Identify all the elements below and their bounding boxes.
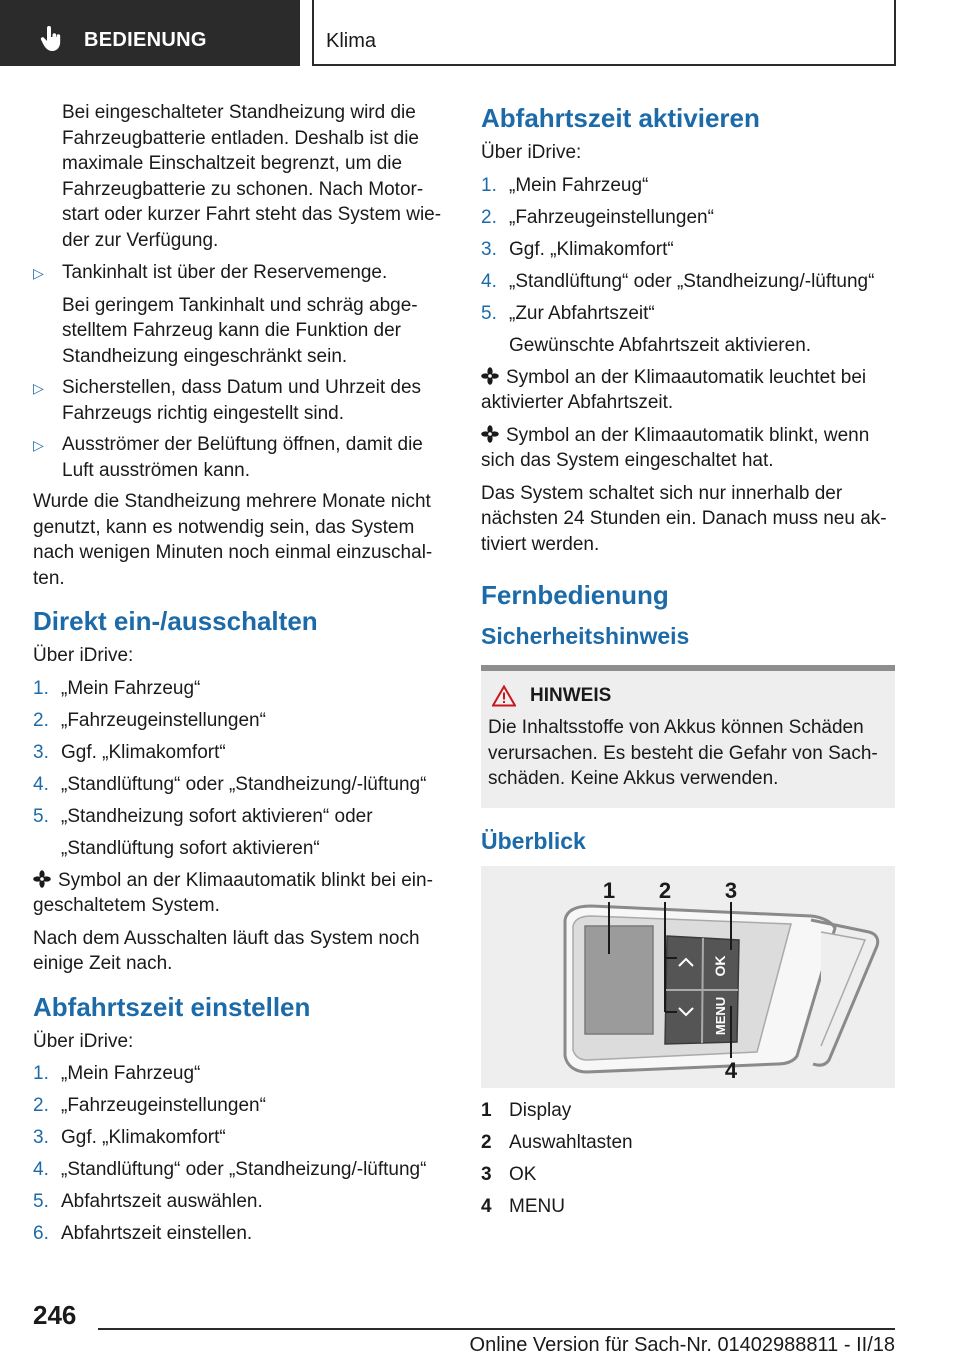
step-text: „Standlüftung“ oder „Standheizung/-lüftung“ [61,773,427,795]
callout-number: 1 [602,877,616,903]
ok-button-label: OK [712,955,728,976]
list-item [33,1125,445,1150]
list-item [33,1157,445,1182]
footer-divider [98,1328,895,1330]
section-tab [0,0,300,66]
via-idrive-text: Über iDrive: [481,142,582,163]
after-off-paragraph: Nach dem Ausschalten läuft das System noch einige Zeit nach. [33,927,420,974]
callout-number: 4 [724,1057,738,1083]
list-item [33,1189,445,1214]
fan-icon [481,367,499,385]
depart-activate-steps-list [481,173,895,326]
step-number: 4. [481,270,497,292]
list-item [481,301,895,326]
list-item [33,772,445,797]
step-text: „Fahrzeugeinstellungen“ [61,1095,266,1116]
subheading-overview: Überblick [481,827,586,854]
page-header [0,0,960,66]
legend-key: 3 [481,1163,492,1185]
notice-body: Die Inhaltsstoffe von Akkus können Schäden verursachen. Es besteht die Gefahr von Sachschäden. Keine Akkus verwenden. [488,717,878,789]
right-column [481,100,895,1226]
triangle-bullet-icon: ▷ [33,265,44,281]
legend-item [481,1194,895,1219]
time-window-note: Das System schaltet sich nur innerhalb der nächsten 24 Stunden ein. Danach muss neu aktiviert werden. [481,482,887,555]
bullet-item [33,375,445,426]
list-item [481,205,895,230]
list-item [33,1093,445,1118]
legend-value: Auswahltasten [509,1131,633,1153]
left-column [33,100,445,1253]
step-text: „Standlüftung“ oder „Standheizung/-lüftung“ [61,1159,427,1180]
step-number: 3. [33,741,49,763]
step-number: 2. [33,709,49,731]
list-item [33,1221,445,1246]
legend-item [481,1162,895,1187]
legend-key: 1 [481,1099,492,1121]
footer-edition-text: Online Version für Sach-Nr. 01402988811 - II/18 [469,1334,895,1356]
list-item [481,237,895,262]
subheading-safety: Sicherheitshinweis [481,623,690,649]
step-text: „Mein Fahrzeug“ [61,677,201,699]
chapter-label: Klima [326,30,377,52]
months-paragraph: Wurde die Standheizung mehrere Monate nicht genutzt, kann es notwendig sein, das System nach wenigen Minuten noch einmal einzuschalten. [33,491,433,589]
step-continuation: „Standlüftung sofort aktivieren“ [61,837,320,859]
step-number: 2. [33,1095,49,1116]
legend-value: MENU [509,1195,565,1217]
section-heading-depart-activate: Abfahrtszeit aktivieren [481,103,760,133]
symbol-lit-note [481,365,895,416]
step-text: „Standlüftung“ oder „Standheizung/-lüftung“ [509,270,875,292]
list-item [33,740,445,765]
bullet-text: Ausströmer der Belüftung öffnen, damit die Luft ausströmen kann. [62,434,423,481]
step-number: 5. [33,805,49,827]
section-heading-remote: Fernbedienung [481,580,669,610]
via-idrive-text: Über iDrive: [33,645,134,666]
list-item [33,1061,445,1086]
step-text: Ggf. „Klimakomfort“ [509,238,674,260]
step-number: 3. [481,238,497,260]
warning-icon [492,685,516,707]
step-number: 3. [33,1127,49,1148]
step-number: 1. [33,677,49,699]
step-number: 5. [33,1191,49,1212]
step-text: „Standheizung sofort aktivieren“ oder [61,805,373,827]
notice-title-text: HINWEIS [530,685,612,706]
callout-number: 3 [724,877,738,903]
step-text: Abfahrtszeit einstellen. [61,1223,253,1244]
remote-key-illustration [481,866,895,1088]
step-number: 4. [33,1159,49,1180]
legend-value: Display [509,1099,572,1121]
callout-number: 2 [658,877,672,903]
bullet-text: Tankinhalt ist über der Reservemenge. [62,262,388,283]
legend-item [481,1098,895,1123]
step-number: 2. [481,206,497,228]
list-item [33,676,445,701]
step-text: Ggf. „Klimakomfort“ [61,1127,226,1148]
menu-button-label: MENU [713,996,728,1035]
bullet-text: Sicherstellen, dass Datum und Uhrzeit des Fahrzeugs richtig eingestellt sind. [62,377,422,424]
hand-pointer-icon [40,26,62,52]
step-text: „Fahrzeugeinstellungen“ [509,206,714,228]
legend-item [481,1130,895,1155]
step-text: „Zur Abfahrtszeit“ [509,302,655,324]
step-text: „Fahrzeugeinstellungen“ [61,709,266,731]
direct-steps-list [33,676,445,829]
notice-title [488,685,888,707]
section-heading-direct: Direkt ein-/ausschalten [33,606,318,636]
list-item [481,173,895,198]
triangle-bullet-icon: ▷ [33,437,44,453]
list-item [33,804,445,829]
fan-icon [481,425,499,443]
via-idrive-text: Über iDrive: [33,1030,134,1052]
legend-value: OK [509,1163,537,1185]
symbol-blink-text: Symbol an der Klimaautomatik blinkt, wenn sich das System eingeschaltet hat. [481,424,870,471]
step-number: 4. [33,773,49,795]
section-heading-depart-set: Abfahrtszeit einstellen [33,991,311,1022]
legend-key: 2 [481,1131,492,1153]
list-item [33,708,445,733]
section-label: BEDIENUNG [84,29,207,51]
fan-icon [33,870,51,888]
step-number: 1. [481,174,497,196]
remote-key-figure [481,866,895,1088]
step-subtext: Gewünschte Abfahrtszeit aktivieren. [509,334,812,356]
bullet-item [33,260,445,287]
notice-box [481,665,895,808]
symbol-note [33,868,445,919]
bullet-subtext: Bei geringem Tankinhalt und schräg abgestelltem Fahrzeug kann die Funktion der Standheizung eingeschränkt sein. [62,294,418,367]
symbol-lit-text: Symbol an der Klimaautomatik leuchtet bei aktivierter Abfahrtszeit. [481,366,867,413]
step-text: „Mein Fahrzeug“ [61,1063,201,1084]
triangle-bullet-icon: ▷ [33,380,44,396]
list-item [481,269,895,294]
intro-paragraph: Bei eingeschalteter Standheizung wird die Fahrzeugbatterie entladen. Deshalb ist die maximale Einschaltzeit begrenzt, um die Fahrzeugbatterie zu schonen. Nach Motorstart oder kurzer Fahrt steht das System wieder zur Verfügung. [62,102,442,251]
step-text: Ggf. „Klimakomfort“ [61,741,226,763]
chapter-tab [312,0,896,66]
symbol-note-text: Symbol an der Klimaautomatik blinkt bei eingeschaltetem System. [33,869,433,916]
symbol-blink-note [481,423,895,474]
step-number: 6. [33,1223,49,1244]
bullet-item [33,432,445,483]
page-number: 246 [33,1300,77,1330]
step-number: 5. [481,302,497,324]
step-text: Abfahrtszeit auswählen. [61,1191,263,1212]
step-number: 1. [33,1063,49,1084]
depart-set-steps-list [33,1061,445,1246]
legend-key: 4 [481,1195,492,1217]
step-text: „Mein Fahrzeug“ [509,174,649,196]
